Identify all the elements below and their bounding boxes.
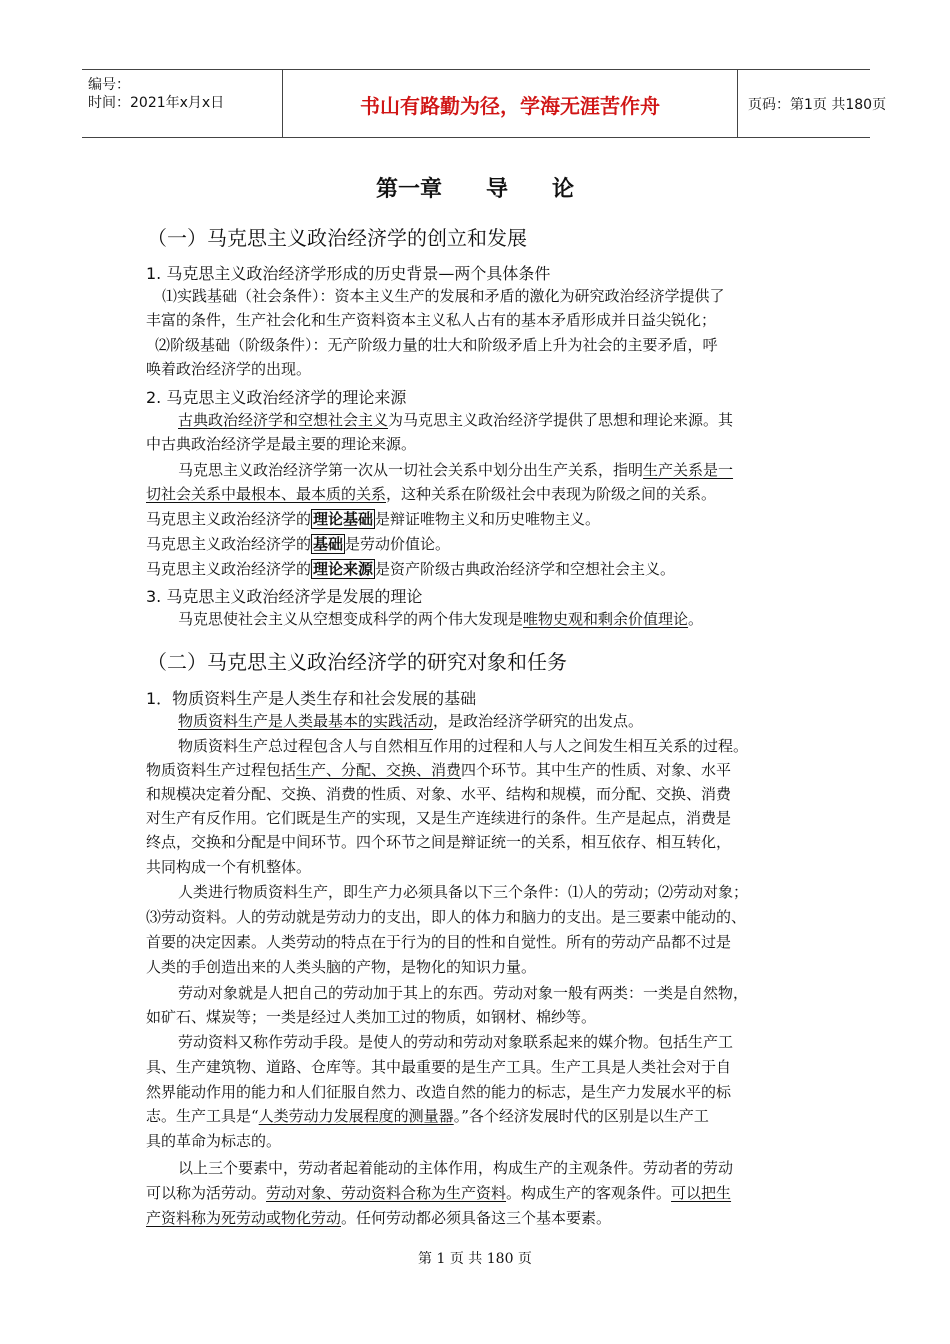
text-span: 志。生产工具是“: [146, 1107, 259, 1125]
text-span: 是资产阶级古典政治经济学和空想社会主义。: [375, 560, 676, 578]
paragraph-line: [178, 458, 733, 482]
paragraph-line: 如矿石、煤炭等；一类是经过人类加工过的物质，如钢材、棉纱等。: [146, 1008, 597, 1026]
text-span: 四个环节。其中生产的性质、对象、水平: [461, 761, 732, 779]
section-1-title: （一）马克思主义政治经济学的创立和发展: [147, 226, 527, 250]
paragraph-line: 人类进行物质资料生产，即生产力必须具备以下三个条件：⑴人的劳动；⑵劳动对象；: [178, 883, 749, 901]
subsection-1-1-title: 1. 马克思主义政治经济学形成的历史背景—两个具体条件: [146, 264, 551, 283]
text-span: 马克思主义政治经济学的: [146, 560, 312, 578]
underlined-text: 产资料称为死劳动或物化劳动: [146, 1209, 342, 1227]
paragraph-line: 具的革命为标志的。: [146, 1132, 282, 1150]
paragraph-line: [178, 408, 733, 432]
paragraph-line: [146, 758, 731, 782]
text-span: 。任何劳动都必须具备这三个基本要素。: [341, 1209, 612, 1227]
header-motto-cell: [282, 70, 738, 137]
motto-text: 书山有路勤为径，学海无涯苦作舟: [360, 94, 660, 118]
boxed-term: 理论来源: [313, 560, 374, 578]
paragraph-line: [146, 1206, 611, 1230]
text-span: 物质资料生产过程包括: [146, 761, 297, 779]
underlined-text: 物质资料生产是人类最基本的实践活动: [178, 712, 434, 730]
subsection-2-1-title: 1．物质资料生产是人类生存和社会发展的基础: [146, 689, 477, 708]
paragraph-line: [146, 557, 675, 581]
paragraph-line: ⑴实践基础（社会条件）：资本主义生产的发展和矛盾的激化为研究政治经济学提供了: [162, 287, 725, 305]
paragraph-line: ⑵阶级基础（阶级条件）：无产阶级力量的壮大和阶级矛盾上升为社会的主要矛盾，呼: [155, 336, 718, 354]
paragraph-line: ⑶劳动资料。人的劳动就是劳动力的支出，即人的体力和脑力的支出。是三要素中能动的、: [146, 908, 747, 926]
boxed-term: 基础: [313, 535, 344, 553]
paragraph-line: 首要的决定因素。人类劳动的特点在于行为的目的性和自觉性。所有的劳动产品都不过是: [146, 933, 732, 951]
text-span: 马克思主义政治经济学的: [146, 510, 312, 528]
text-span: 。构成生产的客观条件。: [506, 1184, 672, 1202]
chapter-title: 第一章 导 论: [375, 177, 574, 202]
text-span: 马克思使社会主义从空想变成科学的两个伟大发现是: [178, 610, 524, 628]
header-page-cell: [738, 70, 887, 137]
underlined-text: 劳动对象、劳动资料合称为生产资料: [266, 1184, 507, 1202]
paragraph-line: 以上三个要素中，劳动者起着能动的主体作用，构成生产的主观条件。劳动者的劳动: [178, 1159, 734, 1177]
underlined-text: 古典政治经济学和空想社会主义: [178, 411, 389, 429]
text-span: 。”各个经济发展时代的区别是以生产工: [453, 1107, 709, 1125]
time-label: 时间：2021年x月x日: [88, 95, 225, 111]
paragraph-line: [146, 532, 450, 556]
text-span: 马克思主义政治经济学第一次从一切社会关系中划分出生产关系，指明: [178, 461, 644, 479]
text-span: 可以称为活劳动。: [146, 1184, 267, 1202]
underlined-text: 生产关系是一: [643, 461, 734, 479]
paragraph-line: 唤着政治经济学的出现。: [146, 360, 312, 378]
page-footer: 第 1 页 共 180 页: [418, 1251, 532, 1267]
underlined-text: 可以把生: [671, 1184, 732, 1202]
paragraph-line: 中古典政治经济学是最主要的理论来源。: [146, 435, 417, 453]
paragraph-line: 物质资料生产总过程包含人与自然相互作用的过程和人与人之间发生相互关系的过程。: [178, 737, 749, 755]
header-info-cell: [82, 70, 282, 137]
paragraph-line: 然界能动作用的能力和人们征服自然力、改造自然的能力的标志，是生产力发展水平的标: [146, 1083, 732, 1101]
paragraph-line: 和规模决定着分配、交换、消费的性质、对象、水平、结构和规模，而分配、交换、消费: [146, 785, 732, 803]
text-span: 是劳动价值论。: [345, 535, 451, 553]
underlined-text: 唯物史观和剩余价值理论: [523, 610, 689, 628]
underlined-text: 生产、分配、交换、消费: [296, 761, 462, 779]
underlined-text: 切社会关系中最根本、最本质的关系: [146, 485, 387, 503]
text-span: ，这种关系在阶级社会中表现为阶级之间的关系。: [386, 485, 717, 503]
text-span: 马克思主义政治经济学的: [146, 535, 312, 553]
subsection-1-2-title: 2. 马克思主义政治经济学的理论来源: [146, 388, 407, 407]
paragraph-line: [146, 507, 600, 531]
paragraph-line: 人类的手创造出来的人类头脑的产物，是物化的知识力量。: [146, 958, 537, 976]
number-label: 编号：: [88, 77, 130, 93]
paragraph-line: [146, 1181, 731, 1205]
paragraph-line: 丰富的条件，生产社会化和生产资料资本主义私人占有的基本矛盾形成并日益尖锐化；: [146, 311, 717, 329]
paragraph-line: [178, 709, 643, 733]
paragraph-line: 共同构成一个有机整体。: [146, 858, 312, 876]
text-span: 是辩证唯物主义和历史唯物主义。: [375, 510, 601, 528]
boxed-term: 理论基础: [313, 510, 374, 528]
document-header: [82, 69, 887, 138]
section-2-title: （二）马克思主义政治经济学的研究对象和任务: [147, 650, 567, 674]
subsection-1-3-title: 3. 马克思主义政治经济学是发展的理论: [146, 587, 423, 606]
paragraph-line: 具、生产建筑物、道路、仓库等。其中最重要的是生产工具。生产工具是人类社会对于自: [146, 1058, 732, 1076]
paragraph-line: 劳动资料又称作劳动手段。是使人的劳动和劳动对象联系起来的媒介物。包括生产工: [178, 1033, 734, 1051]
page-label: 页码：第1页 共180页: [748, 97, 887, 113]
paragraph-line: 终点，交换和分配是中间环节。四个环节之间是辩证统一的关系，相互依存、相互转化，: [146, 833, 732, 851]
paragraph-line: 劳动对象就是人把自己的劳动加于其上的东西。劳动对象一般有两类：一类是自然物，: [178, 984, 749, 1002]
paragraph-line: [178, 607, 703, 631]
text-span: 。: [688, 610, 704, 628]
text-span: 为马克思主义政治经济学提供了思想和理论来源。其: [388, 411, 734, 429]
underlined-text: 人类劳动力发展程度的测量器: [258, 1107, 454, 1125]
paragraph-line: [146, 1104, 709, 1128]
text-span: ，是政治经济学研究的出发点。: [433, 712, 644, 730]
paragraph-line: [146, 482, 716, 506]
paragraph-line: 对生产有反作用。它们既是生产的实现，又是生产连续进行的条件。生产是起点，消费是: [146, 809, 732, 827]
